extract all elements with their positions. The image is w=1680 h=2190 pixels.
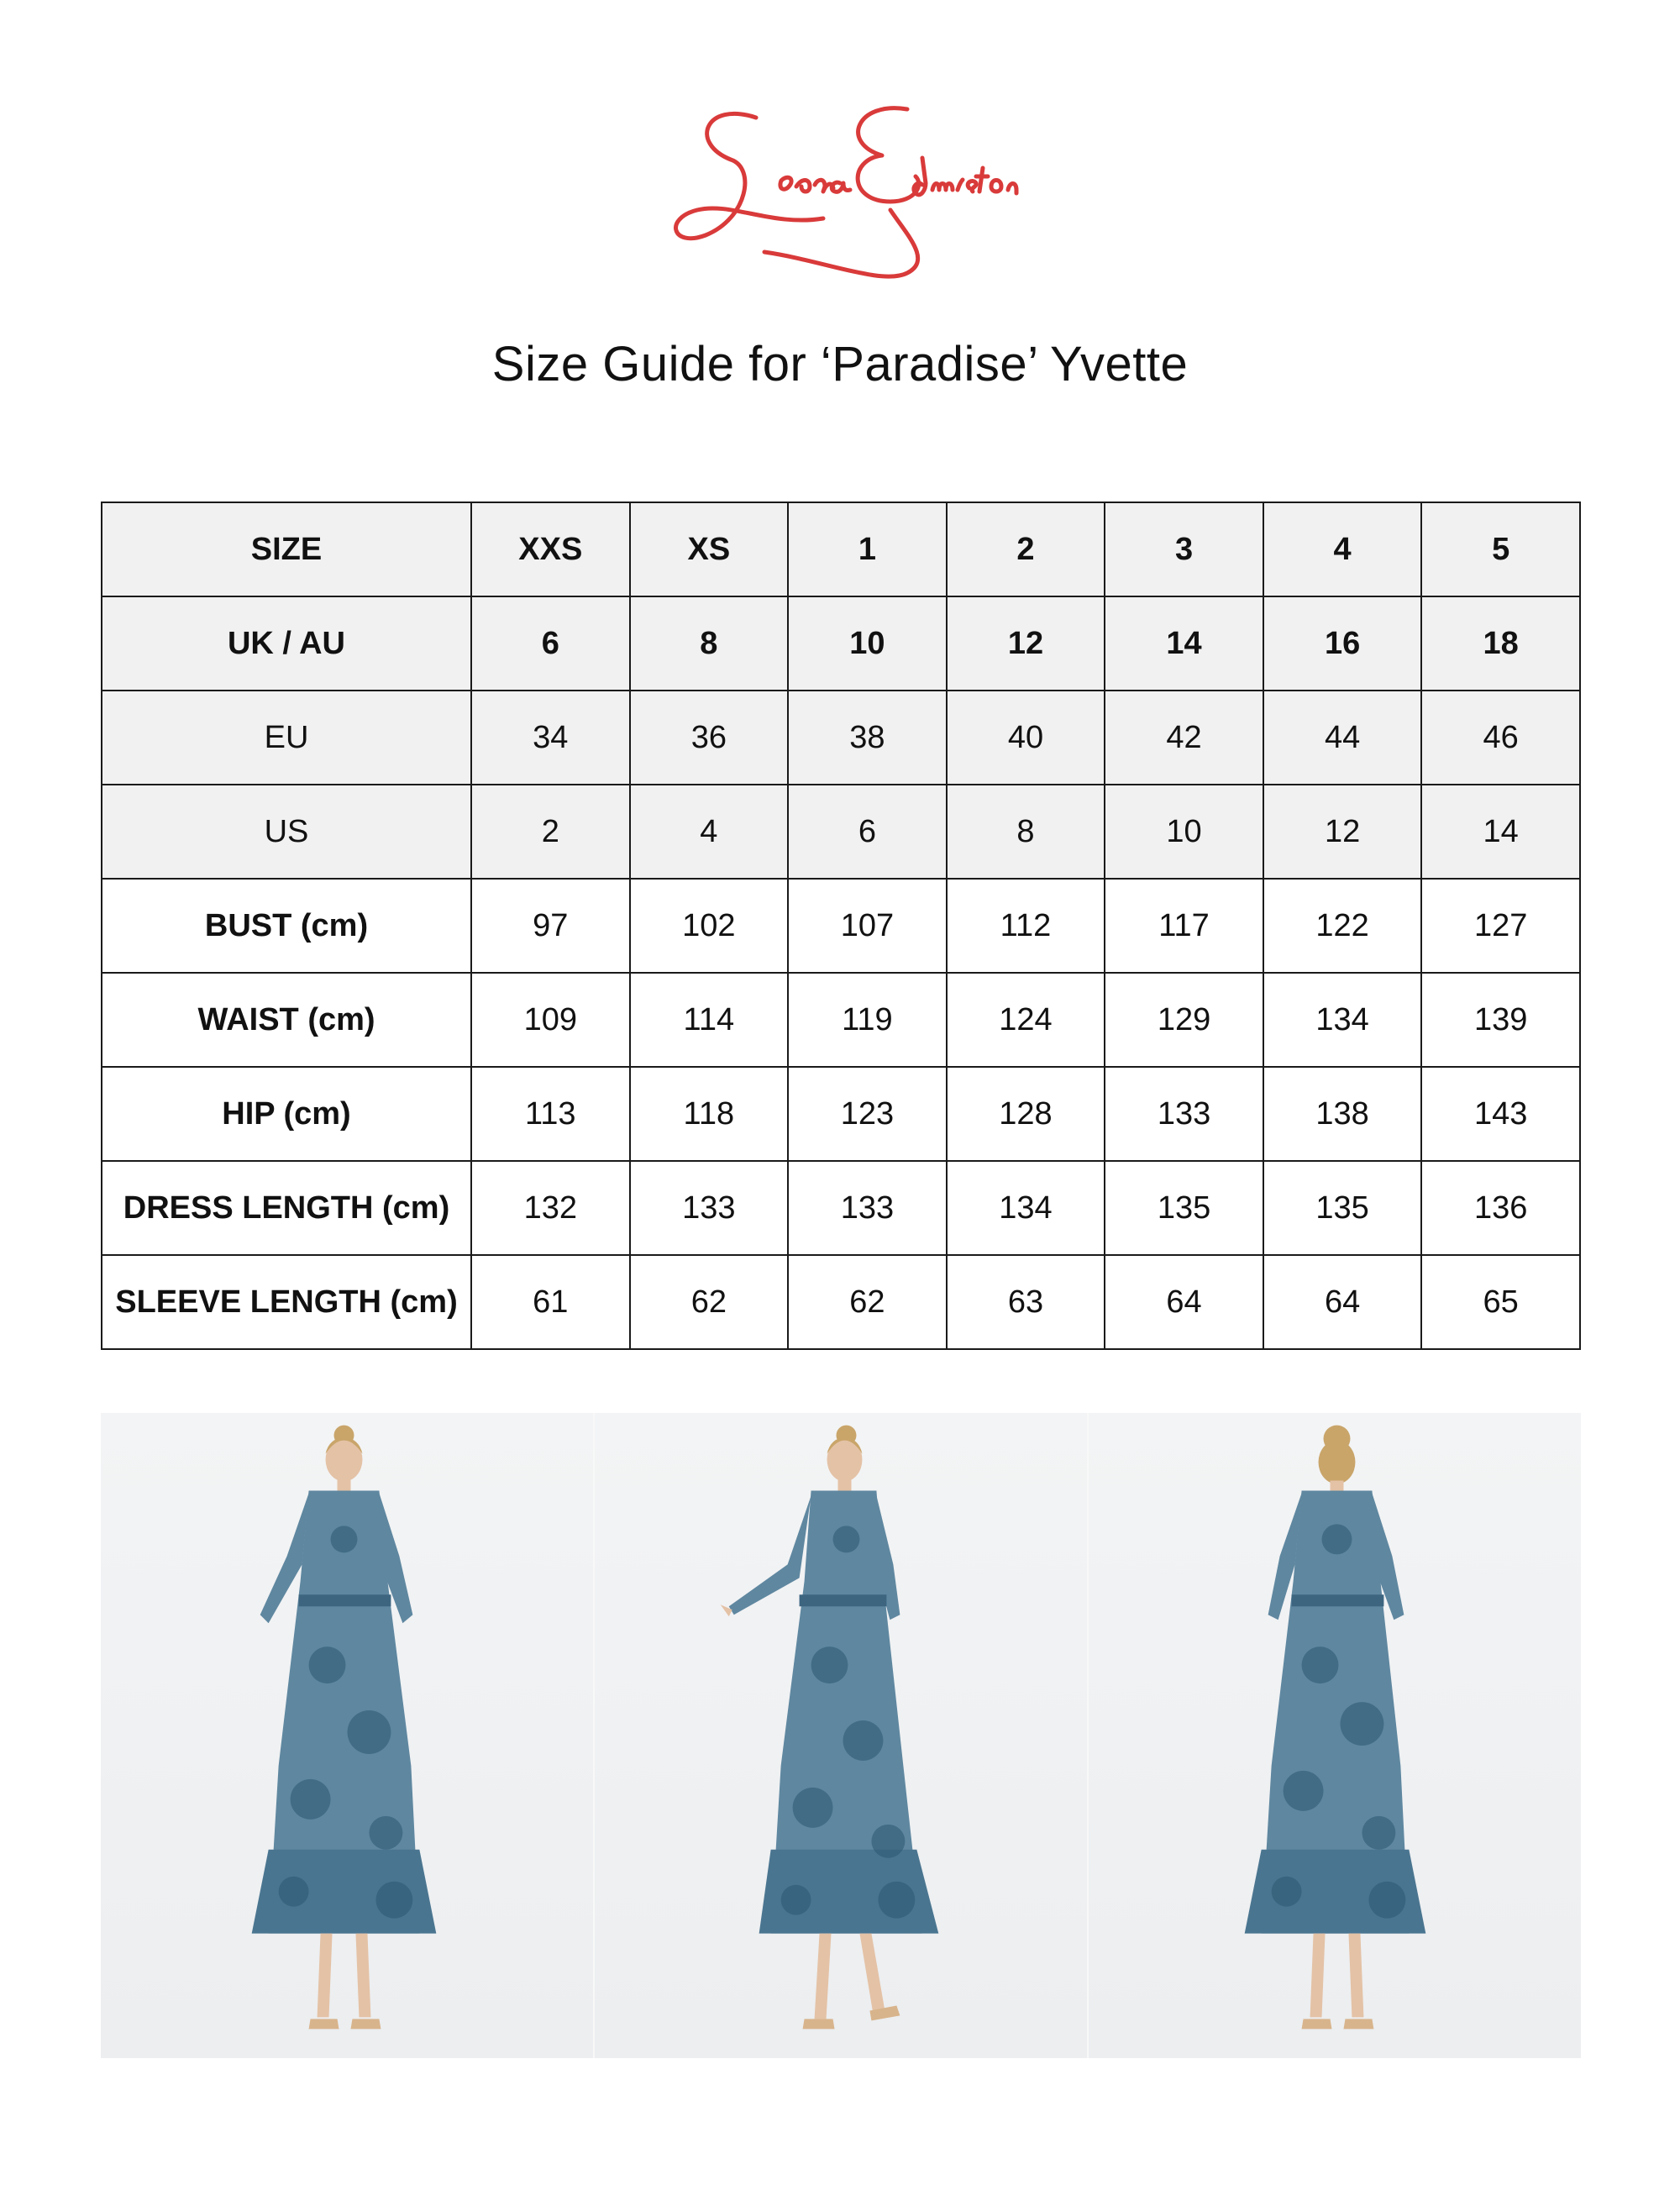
model-side-photo	[593, 1413, 1087, 2058]
table-cell: 8	[947, 785, 1105, 879]
table-cell: 127	[1421, 879, 1580, 973]
table-cell: 63	[947, 1255, 1105, 1349]
row-header: EU	[102, 691, 471, 785]
table-cell: 129	[1105, 973, 1263, 1067]
table-cell: 102	[630, 879, 789, 973]
row-header: SLEEVE LENGTH (cm)	[102, 1255, 471, 1349]
table-cell: 2	[947, 502, 1105, 596]
table-cell: XS	[630, 502, 789, 596]
table-cell: 133	[788, 1161, 947, 1255]
table-cell: 8	[630, 596, 789, 691]
table-cell: 109	[471, 973, 630, 1067]
table-cell: 10	[1105, 785, 1263, 879]
table-row-dress-length	[102, 1161, 1580, 1255]
model-figure-illustration	[1089, 1413, 1581, 2058]
table-cell: 10	[788, 596, 947, 691]
table-cell: 138	[1263, 1067, 1422, 1161]
table-cell: 64	[1105, 1255, 1263, 1349]
model-figure-illustration	[595, 1413, 1087, 2058]
table-row-eu	[102, 691, 1580, 785]
table-cell: 36	[630, 691, 789, 785]
table-cell: 38	[788, 691, 947, 785]
table-cell: 61	[471, 1255, 630, 1349]
table-cell: 44	[1263, 691, 1422, 785]
table-cell: 4	[1263, 502, 1422, 596]
table-cell: 132	[471, 1161, 630, 1255]
table-row-hip	[102, 1067, 1580, 1161]
table-cell: 107	[788, 879, 947, 973]
row-header: BUST (cm)	[102, 879, 471, 973]
table-cell: 42	[1105, 691, 1263, 785]
table-cell: 12	[947, 596, 1105, 691]
table-cell: 133	[630, 1161, 789, 1255]
table-cell: 124	[947, 973, 1105, 1067]
table-row-uk-au	[102, 596, 1580, 691]
table-cell: 6	[788, 785, 947, 879]
table-cell: 135	[1105, 1161, 1263, 1255]
size-guide-table	[101, 502, 1581, 1350]
table-cell: 122	[1263, 879, 1422, 973]
table-cell: 1	[788, 502, 947, 596]
model-back-photo	[1087, 1413, 1581, 2058]
brand-logo	[655, 92, 1025, 286]
table-cell: 62	[630, 1255, 789, 1349]
table-cell: 2	[471, 785, 630, 879]
table-cell: 14	[1105, 596, 1263, 691]
table-row-sleeve-length	[102, 1255, 1580, 1349]
table-cell: 16	[1263, 596, 1422, 691]
table-cell: 34	[471, 691, 630, 785]
table-cell: 113	[471, 1067, 630, 1161]
table-cell: 62	[788, 1255, 947, 1349]
table-cell: 118	[630, 1067, 789, 1161]
table-cell: 135	[1263, 1161, 1422, 1255]
table-cell: 46	[1421, 691, 1580, 785]
table-row-size	[102, 502, 1580, 596]
table-cell: 134	[1263, 973, 1422, 1067]
row-header: SIZE	[102, 502, 471, 596]
table-row-us	[102, 785, 1580, 879]
model-figure-illustration	[101, 1413, 593, 2058]
model-front-photo	[101, 1413, 593, 2058]
table-cell: 12	[1263, 785, 1422, 879]
table-cell: 117	[1105, 879, 1263, 973]
table-cell: 134	[947, 1161, 1105, 1255]
table-cell: 40	[947, 691, 1105, 785]
table-row-waist	[102, 973, 1580, 1067]
table-cell: 5	[1421, 502, 1580, 596]
table-cell: 139	[1421, 973, 1580, 1067]
leona-edmiston-signature-logo	[655, 92, 1025, 286]
table-cell: 14	[1421, 785, 1580, 879]
table-cell: 64	[1263, 1255, 1422, 1349]
row-header: WAIST (cm)	[102, 973, 471, 1067]
table-cell: 143	[1421, 1067, 1580, 1161]
table-cell: 65	[1421, 1255, 1580, 1349]
table-cell: XXS	[471, 502, 630, 596]
row-header: HIP (cm)	[102, 1067, 471, 1161]
table-cell: 112	[947, 879, 1105, 973]
table-cell: 119	[788, 973, 947, 1067]
table-cell: 97	[471, 879, 630, 973]
table-cell: 6	[471, 596, 630, 691]
row-header: DRESS LENGTH (cm)	[102, 1161, 471, 1255]
table-cell: 114	[630, 973, 789, 1067]
table-cell: 136	[1421, 1161, 1580, 1255]
row-header: UK / AU	[102, 596, 471, 691]
table-cell: 133	[1105, 1067, 1263, 1161]
table-cell: 18	[1421, 596, 1580, 691]
model-photo-strip	[101, 1413, 1581, 2058]
row-header: US	[102, 785, 471, 879]
table-row-bust	[102, 879, 1580, 973]
table-cell: 128	[947, 1067, 1105, 1161]
table-cell: 4	[630, 785, 789, 879]
table-cell: 123	[788, 1067, 947, 1161]
table-cell: 3	[1105, 502, 1263, 596]
page-title: Size Guide for ‘Paradise’ Yvette	[491, 337, 1189, 391]
